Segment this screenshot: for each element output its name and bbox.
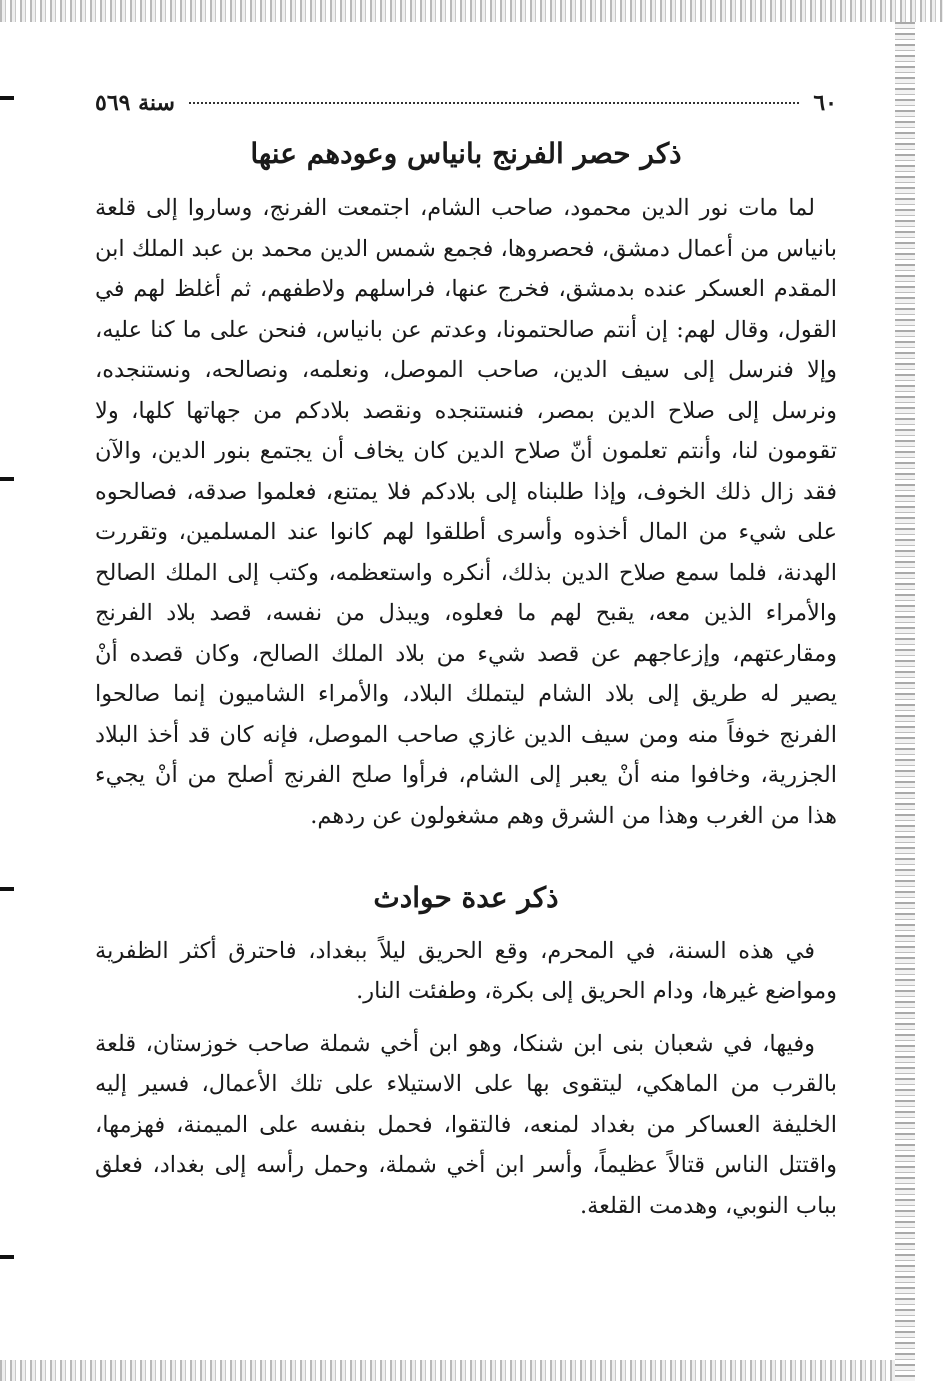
- margin-tick-mark: [0, 887, 14, 891]
- decorative-border-bottom: [0, 1360, 895, 1381]
- section-title: ذكر حصر الفرنج بانياس وعودهم عنها: [250, 137, 682, 170]
- section-title: ذكر عدة حوادث: [373, 881, 559, 915]
- section-franks-siege-banias: [95, 136, 837, 836]
- section-paragraph: لما مات نور الدين محمود، صاحب الشام، اجتمعت الفرنج، وساروا إلى قلعة بانياس من أعمال دمشق، فحصروها، فجمع شمس الدين محمد بن عبد الملك ابن المقدم العسكر عنده بدمشق، فخرج عنها، فراسلهم ولاطفهم، ثم أغلظ لهم في القول، وقال لهم: إن أنتم صالحتمونا، وعدتم عن بانياس، فنحن على ما كنا عليه، وإلا فنرسل إلى سيف الدين، صاحب الموصل، ونعلمه، ونصالحه، ونستنجده، ونرسل إلى صلاح الدين بمصر، فنستنجده ونقصد بلادكم من جهاتها كلها، ولا تقومون لنا، وأنتم تعلمون أنّ صلاح الدين كان يخاف أن يجتمع بنور الدين، والآن فقد زال ذلك الخوف، وإذا طلبناه إلى بلادكم فلا يمتنع، فعلموا صدقه، فصالحوه على شيء من المال أخذوه وأسرى أطلقوا لهم كانوا عند المسلمين، وتقررت الهدنة، فلما سمع صلاح الدين بذلك، أنكره واستعظمه، وكتب إلى الملك الصالح والأمراء الذين معه، يقبح لهم ما فعلوه، ويبذل من نفسه، قصد بلاد الفرنج ومقارعتهم، وإزعاجهم عن قصد شيء من بلاد الملك الصالح، وكان قصده أنْ يصير له طريق إلى بلاد الشام ليتملك البلاد، والأمراء الشاميون إنما صالحوا الفرنج خوفاً منه ومن سيف الدين غازي صاحب الموصل، فإنه كان قد أخذ البلاد الجزرية، وخافوا منه أنْ يعبر إلى الشام، فرأوا صلح الفرنج أصلح من أنْ يجيء هذا من الغرب وهذا من الشرق وهم مشغولون عن ردهم.: [95, 195, 837, 829]
- margin-tick-mark: [0, 1255, 14, 1259]
- page-number: ٦٠: [813, 90, 837, 116]
- book-page: [95, 80, 837, 1226]
- section-several-events: [95, 880, 837, 1226]
- margin-tick-mark: [0, 96, 14, 100]
- section-paragraph: وفيها، في شعبان بنى ابن شنكا، وهو ابن أخي شملة صاحب خوزستان، قلعة بالقرب من الماهكي، ليتقوى بها على الاستيلاء على تلك الأعمال، فسير إليه الخليفة العساكر من بغداد لمنعه، فالتقوا، فحمل بنفسه على الميمنة، فهزمها، واقتتل الناس قتالاً عظيماً، وأسر ابن أخي شملة، وحمل رأسه إلى بغداد، فعلق بباب النوبي، وهدمت القلعة.: [95, 1030, 837, 1219]
- header-dotted-leader: [189, 102, 799, 104]
- running-header: [95, 80, 837, 126]
- decorative-border-top: [0, 0, 943, 22]
- decorative-border-right: [895, 22, 915, 1381]
- margin-tick-mark: [0, 477, 14, 481]
- year-label: سنة ٥٦٩: [95, 90, 175, 116]
- section-paragraph: في هذه السنة، في المحرم، وقع الحريق ليلاً ببغداد، فاحترق أكثر الظفرية ومواضع غيرها، ودام الحريق إلى بكرة، وطفئت النار.: [95, 937, 837, 1005]
